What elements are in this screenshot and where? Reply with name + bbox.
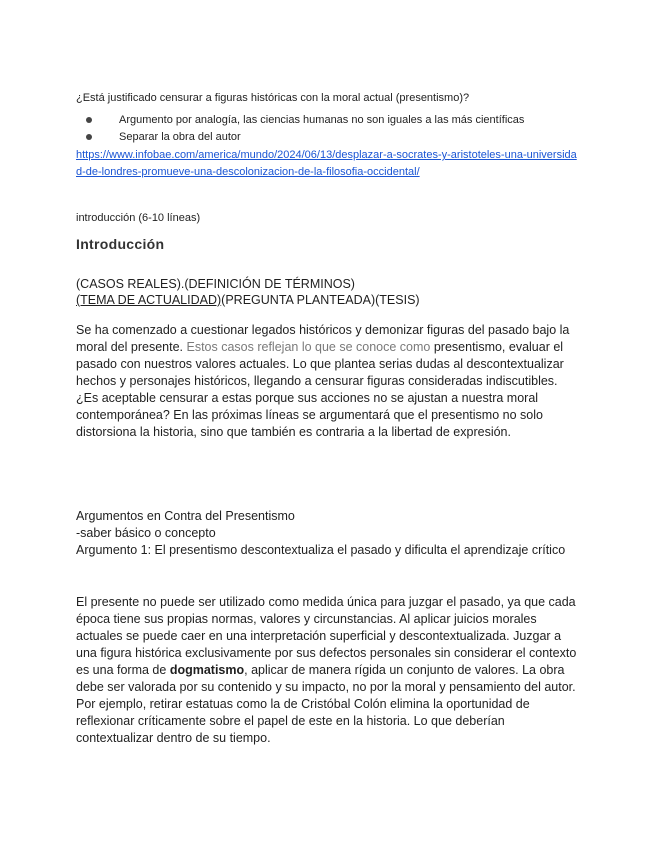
list-item (76, 129, 524, 146)
bullet-list (76, 112, 524, 146)
arg-text-1: El presente no puede ser utilizado como medida única para juzgar el pasado, ya que cada época tiene sus propias normas, valores y circunstancias. Al aplicar juicios morales actuales se puede caer en una interpretación superficial y descontextualizada. Juzgar a una figura histórica exclusivamente por sus defectos personales sin considerar el contexto es una forma de (76, 595, 577, 677)
list-item (76, 112, 524, 129)
arguments-sub: -saber básico o concepto (76, 526, 216, 540)
arguments-block (76, 508, 581, 559)
tags-line-2 (76, 292, 420, 308)
arg-text-bold: dogmatismo (169, 663, 245, 677)
intro-paragraph (76, 322, 581, 441)
argument-1-title: Argumento 1: El presentismo descontextualiza el pasado y dificulta el aprendizaje crítico (76, 543, 566, 557)
section-heading: Introducción (76, 236, 165, 252)
length-note: introducción (6-10 líneas) (76, 212, 201, 224)
intro-text-gray: Estos casos reflejan lo que se conoce como (186, 340, 431, 354)
bullet-icon (86, 117, 92, 123)
arguments-title: Argumentos en Contra del Presentismo (76, 509, 295, 523)
tag-underlined: (TEMA DE ACTUALIDAD) (76, 293, 222, 307)
structure-tags (76, 276, 420, 308)
question-text: ¿Está justificado censurar a figuras históricas con la moral actual (presentismo)? (76, 92, 470, 104)
bullet-text: Argumento por analogía, las ciencias humanas no son iguales a las más científicas (119, 114, 525, 126)
intro-text-1: Se ha comenzado a cuestionar legados históricos y demonizar figuras del pasado bajo la moral del presente. (76, 323, 570, 354)
arg-text-2: , aplicar de manera rígida un conjunto de valores. La obra debe ser valorada por su contenido y su impacto, no por la moral y pensamiento del autor. Por ejemplo, retirar estatuas como la de Cristóbal Colón elimina la oportunidad de reflexionar críticamente sobre el papel de este en la historia. Lo que deberían contextualizar dentro de su tiempo. (76, 663, 576, 745)
bullet-icon (86, 134, 92, 140)
tag-rest: (PREGUNTA PLANTEADA)(TESIS) (221, 293, 420, 307)
bullet-text: Separar la obra del autor (119, 131, 241, 143)
intro-text-2: presentismo, evaluar el pasado con nuestros valores actuales. Lo que plantea serias dudas al descontextualizar hechos y personajes históricos, llegando a censurar figuras consideradas indiscutibles. ¿Es aceptable censurar a estas porque sus acciones no se ajustan a nuestra moral contemporánea? En las próximas líneas se argumentará que el presentismo no solo distorsiona la historia, sino que también es contraria a la libertad de expresión. (76, 340, 564, 439)
argument-paragraph (76, 594, 581, 747)
article-link[interactable]: https://www.infobae.com/america/mundo/2024/06/13/desplazar-a-socrates-y-aristoteles-una-universidad-de-londres-promueve-una-descolonizacion-de-la-filosofia-occidental/ (76, 149, 577, 178)
tags-line-1: (CASOS REALES).(DEFINICIÓN DE TÉRMINOS) (76, 277, 355, 291)
